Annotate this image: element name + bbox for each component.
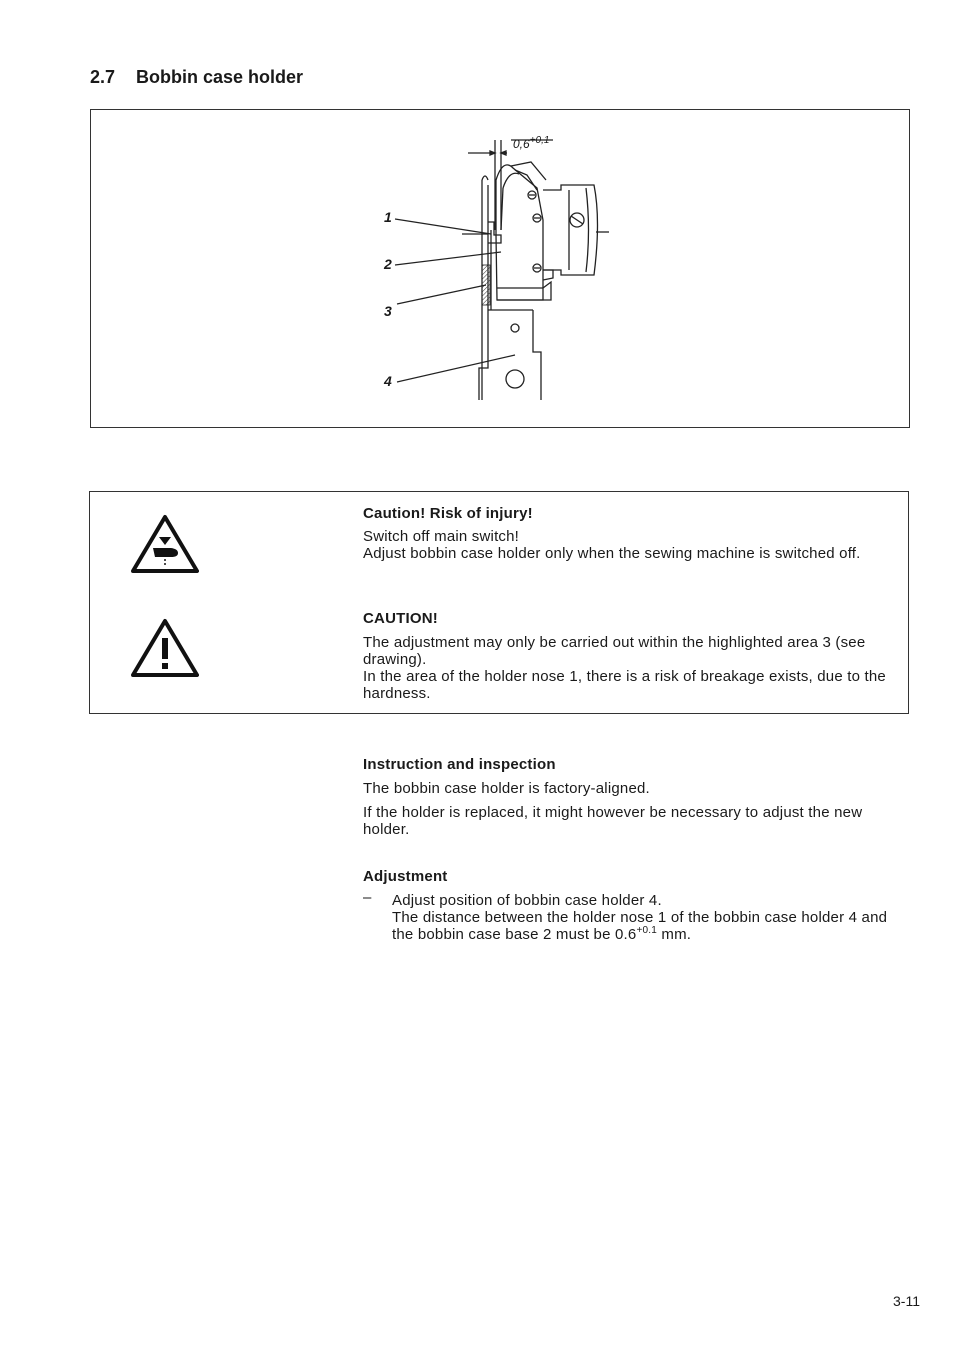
adjustment-step bbox=[363, 889, 903, 943]
instruction-paragraph: The bobbin case holder is factory-aligned. bbox=[363, 780, 650, 797]
callout-4: 4 bbox=[384, 373, 392, 389]
warning-injury-line: Adjust bobbin case holder only when the sewing machine is switched off. bbox=[363, 545, 861, 562]
callout-3: 3 bbox=[384, 303, 392, 319]
warning-injury-line: Switch off main switch! bbox=[363, 528, 520, 545]
instruction-section bbox=[363, 756, 903, 838]
adjustment-step-line: The distance between the holder nose 1 of the bobbin case holder 4 and the bobbin case base 2 must be $0.6^{+0.1}$ mm. bbox=[392, 909, 888, 943]
section-heading bbox=[90, 67, 303, 88]
adjustment-heading: Adjustment bbox=[363, 868, 448, 885]
instruction-paragraph: If the holder is replaced, it might however be necessary to adjust the new holder. bbox=[363, 804, 863, 838]
warning-caution-line: The adjustment may only be carried out within the highlighted area 3 (see drawing). bbox=[363, 634, 866, 668]
warning-injury-heading: Caution! Risk of injury! bbox=[363, 505, 533, 522]
callout-2: 2 bbox=[384, 256, 392, 272]
warning-injury-text bbox=[363, 505, 903, 562]
callout-1: 1 bbox=[384, 209, 392, 225]
dimension-label: $0,6^{+0,1}$ bbox=[513, 135, 550, 151]
bobbin-case-holder-drawing bbox=[91, 110, 909, 427]
exclamation-warning-icon bbox=[131, 618, 199, 678]
page-number: 3-11 bbox=[893, 1293, 920, 1309]
figure-box bbox=[90, 109, 910, 428]
warning-caution-line: In the area of the holder nose 1, there is a risk of breakage exists, due to the hardness. bbox=[363, 668, 886, 702]
bullet-dash: – bbox=[363, 889, 372, 906]
warning-caution-text bbox=[363, 610, 903, 702]
adjustment-step-line: Adjust position of bobbin case holder 4. bbox=[392, 892, 662, 909]
instruction-heading: Instruction and inspection bbox=[363, 756, 556, 773]
adjustment-section bbox=[363, 868, 903, 943]
section-number: 2.7 bbox=[90, 67, 116, 87]
hand-injury-warning-icon bbox=[131, 514, 199, 574]
warning-caution-heading: CAUTION! bbox=[363, 610, 438, 627]
section-title: Bobbin case holder bbox=[136, 67, 304, 87]
